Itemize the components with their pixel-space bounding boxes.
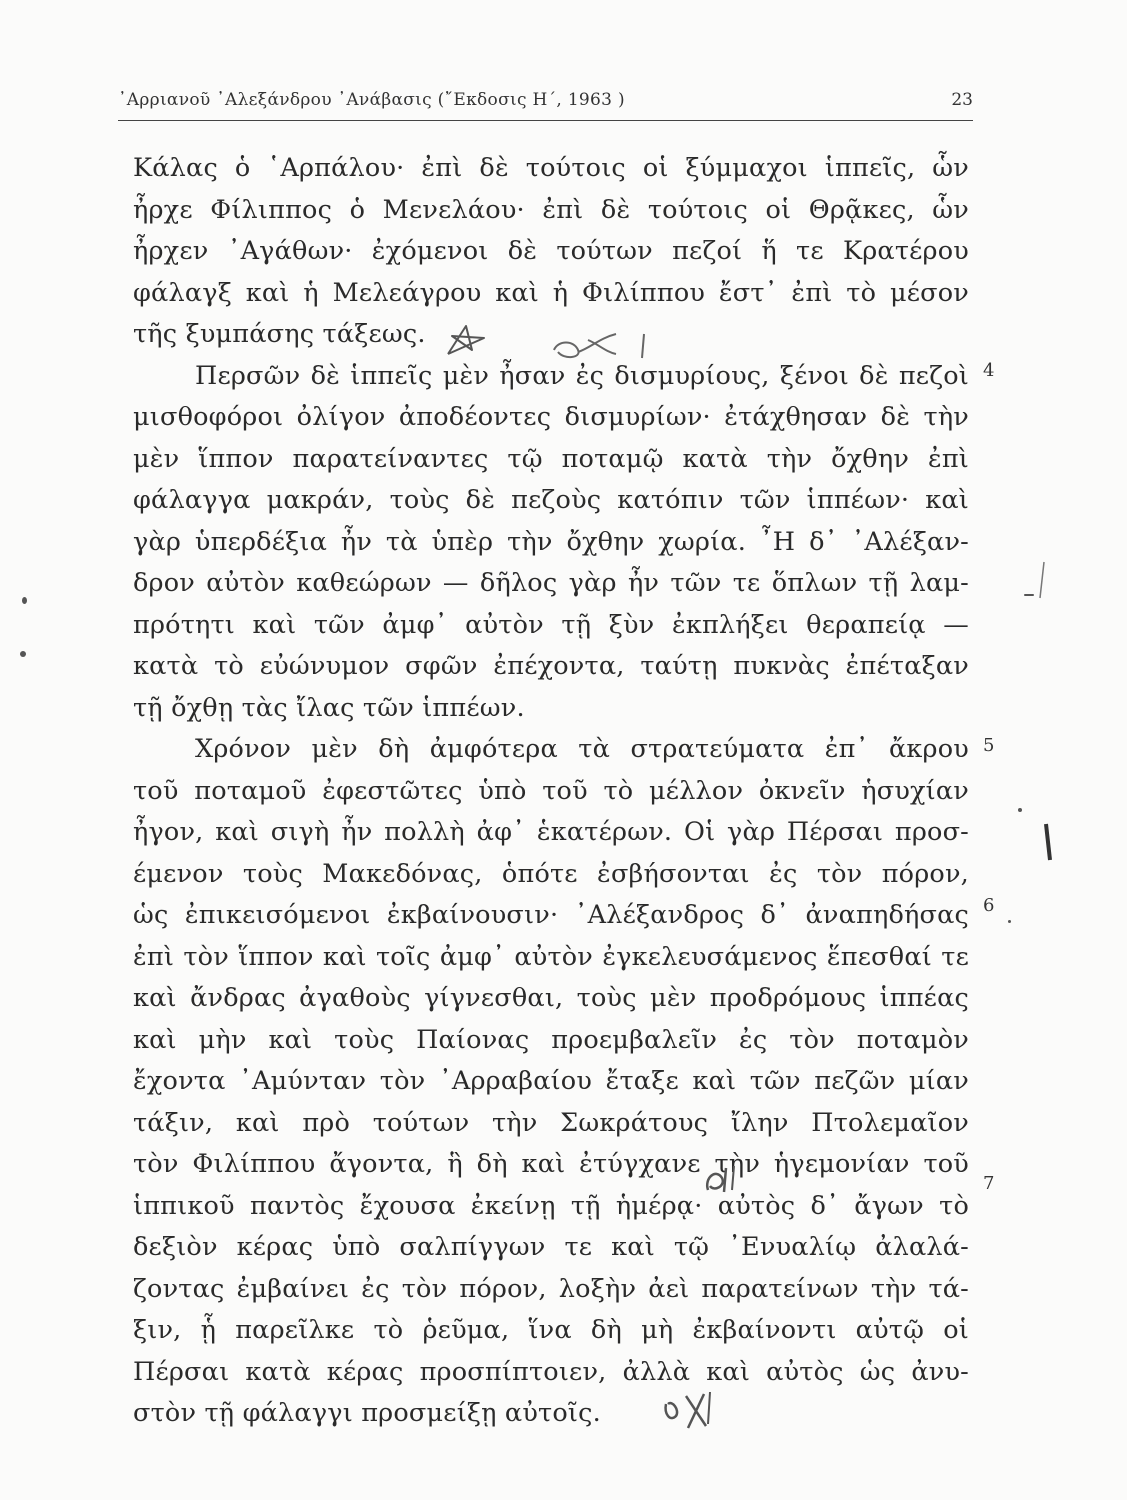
text-line: καὶ μὴν καὶ τοὺς Παίονας προεμβαλεῖν ἐς τὸν ποταμὸν (133, 1024, 969, 1055)
section-number: 5 (983, 735, 995, 756)
section-number: 6 (983, 895, 995, 916)
text-line: ἦρχεν ᾿Αγάθων· ἐχόμενοι δὲ τούτων πεζοί ἥ τε Κρατέρου (133, 236, 969, 266)
text-line: Κάλας ὁ ῾Αρπάλου· ἐπὶ δὲ τούτοις οἱ ξύμμαχοι ἱππεῖς, ὧν (133, 153, 969, 183)
text-line: τῆς ξυμπάσης τάξεως. (133, 319, 426, 349)
text-line: τῇ ὄχθῃ τὰς ἴλας τῶν ἱππέων. (133, 692, 525, 723)
speck-icon (1018, 808, 1022, 812)
text-line: Χρόνον μὲν δὴ ἀμφότερα τὰ στρατεύματα ἐπ᾿ ἄκρου (195, 734, 969, 764)
text-line: έμενον τοὺς Μακεδόνας, ὁπότε ἐσβήσονται ἐς τὸν πόρον, (133, 858, 969, 889)
text-line: μὲν ἵππον παρατείναντες τῷ ποταμῷ κατὰ τὴν ὄχθην ἐπὶ (133, 443, 969, 474)
header-title: ᾿Αρριανοῦ ᾿Αλεξάνδρου ᾿Ανάβασις (῎Εκδοσις Η΄, 1963 ) (118, 90, 625, 110)
text-line: ἐπὶ τὸν ἵππον καὶ τοῖς ἀμφ᾿ αὐτὸν ἐγκελευσάμενος ἕπεσθαί τε (133, 941, 969, 972)
stray-mark-icon (1036, 820, 1060, 864)
text-line: Πέρσαι κατὰ κέρας προσπίπτοιεν, ἀλλὰ καὶ αὐτὸς ὡς ἀνυ- (133, 1356, 969, 1387)
text-line: μισθοφόροι ὀλίγον ἀποδέοντες δισμυρίων· ἐτάχθησαν δὲ τὴν (133, 402, 969, 432)
stray-mark-icon (1036, 560, 1048, 600)
text-line: ὡς ἐπικεισόμενοι ἐκβαίνουσιν· ᾿Αλέξανδρος δ᾿ ἀναπηδήσας (133, 900, 969, 930)
text-line: πρότητι καὶ τῶν ἀμφ᾿ αὐτὸν τῇ ξὺν ἐκπλήξει θεραπείᾳ — (133, 609, 969, 640)
text-line: φάλαγγα μακράν, τοὺς δὲ πεζοὺς κατόπιν τῶν ἱππέων· καὶ (133, 485, 969, 515)
text-line: ξιν, ᾗ παρεῖλκε τὸ ῥεῦμα, ἵνα δὴ μὴ ἐκβαίνοντι αὐτῷ οἱ (133, 1315, 969, 1345)
text-line: γὰρ ὑπερδέξια ἦν τὰ ὑπὲρ τὴν ὄχθην χωρία. ῏Η δ᾿ ᾿Αλέξαν- (133, 526, 969, 557)
text-line: ἦγον, καὶ σιγὴ ἦν πολλὴ ἀφ᾿ ἑκατέρων. Οἱ γὰρ Πέρσαι προσ- (133, 817, 969, 847)
speck-icon (20, 651, 26, 657)
text-line: ἱππικοῦ παντὸς ἔχουσα ἐκείνῃ τῇ ἡμέρᾳ· αὐτὸς δ᾿ ἄγων τὸ (133, 1190, 969, 1221)
text-line: τάξιν, καὶ πρὸ τούτων τὴν Σωκράτους ἴλην Πτολεμαῖον (133, 1107, 969, 1138)
speck-icon (1008, 920, 1011, 923)
text-line: στὸν τῇ φάλαγγι προσμείξῃ αὐτοῖς. (133, 1398, 601, 1428)
text-line: Περσῶν δὲ ἱππεῖς μὲν ἦσαν ἐς δισμυρίους, ξένοι δὲ πεζοὶ (195, 360, 969, 391)
section-number: 4 (983, 360, 995, 381)
text-line: ἦρχε Φίλιππος ὁ Μενελάου· ἐπὶ δὲ τούτοις οἱ Θρᾷκες, ὧν (133, 194, 969, 225)
text-line: τοῦ ποταμοῦ ἐφεστῶτες ὑπὸ τοῦ τὸ μέλλον ὀκνεῖν ἡσυχίαν (133, 775, 969, 806)
speck-icon (22, 597, 27, 604)
text-line: κατὰ τὸ εὐώνυμον σφῶν ἐπέχοντα, ταύτῃ πυκνὰς ἐπέταξαν (133, 651, 969, 681)
text-line: τὸν Φιλίππου ἄγοντα, ἣ δὴ καὶ ἐτύγχανε τὴν ἡγεμονίαν τοῦ (133, 1149, 969, 1179)
text-line: δεξιὸν κέρας ὑπὸ σαλπίγγων τε καὶ τῷ ᾿Ενυαλίῳ ἀλαλά- (133, 1232, 969, 1262)
text-line: καὶ ἄνδρας ἀγαθοὺς γίγνεσθαι, τοὺς μὲν προδρόμους ἱππέας (133, 983, 969, 1013)
body-text (133, 148, 969, 1435)
section-number: 7 (983, 1173, 995, 1194)
text-line: ἔχοντα ᾿Αμύνταν τὸν ᾿Αρραβαίου ἔταξε καὶ τῶν πεζῶν μίαν (133, 1066, 969, 1096)
text-line: φάλαγξ καὶ ἡ Μελεάγρου καὶ ἡ Φιλίππου ἔστ᾿ ἐπὶ τὸ μέσον (133, 277, 969, 308)
text-line: δρον αὐτὸν καθεώρων — δῆλος γὰρ ἦν τῶν τε ὅπλων τῇ λαμ- (133, 568, 969, 598)
speck-icon (1024, 594, 1034, 596)
page-number: 23 (951, 90, 973, 110)
text-line: ζοντας ἐμβαίνει ἐς τὸν πόρον, λοξὴν ἀεὶ παρατείνων τὴν τά- (133, 1273, 969, 1304)
running-header (118, 90, 973, 121)
